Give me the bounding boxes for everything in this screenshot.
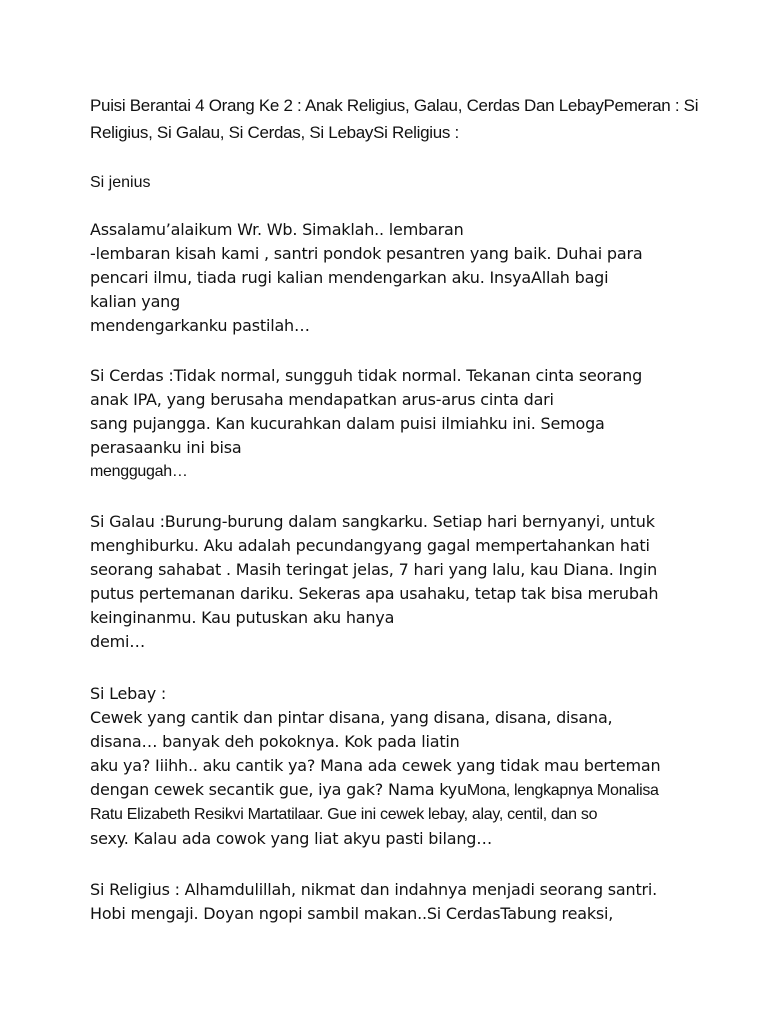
document-title: Puisi Berantai 4 Orang Ke 2 : Anak Religius, Galau, Cerdas Dan LebayPemeran : Si Religius, Si Galau, Si Cerdas, Si LebaySi Religius : (90, 96, 699, 142)
text-line: Si Lebay : (90, 684, 167, 703)
paragraph-intro (90, 218, 750, 338)
text-line: kalian yang (90, 292, 181, 311)
section-heading: Si jenius (90, 174, 151, 191)
text-line: menggugah… (90, 463, 188, 480)
document-page (90, 92, 750, 923)
text-line: Ratu Elizabeth Resikvi Martatilaar. Gue ini cewek lebay, alay, centil, dan so (90, 806, 598, 823)
text-line: sang pujangga. Kan kucurahkan dalam puisi ilmiahku ini. Semoga (90, 414, 605, 433)
text-line: putus pertemanan dariku. Sekeras apa usahaku, tetap tak bisa merubah (90, 584, 659, 603)
text-line: perasaanku ini bisa (90, 438, 242, 457)
text-line (90, 778, 750, 803)
text-line: anak IPA, yang berusaha mendapatkan arus-arus cinta dari (90, 390, 554, 409)
text-line: aku ya? Iiihh.. aku cantik ya? Mana ada cewek yang tidak mau berteman (90, 756, 661, 775)
text-line: Hobi mengaji. Doyan ngopi sambil makan..Si CerdasTabung reaksi, (90, 904, 614, 923)
text-line: pencari ilmu, tiada rugi kalian mendengarkan aku. InsyaAllah bagi (90, 268, 609, 287)
text-line: Cewek yang cantik dan pintar disana, yang disana, disana, disana, (90, 708, 613, 727)
text-line: keinginanmu. Kau putuskan aku hanya (90, 608, 395, 627)
paragraph-si-lebay (90, 682, 750, 851)
paragraph-si-religius (90, 878, 750, 926)
text-line: menghiburku. Aku adalah pecundangyang gagal mempertahankan hati (90, 536, 650, 555)
paragraph-si-galau (90, 510, 750, 654)
text-segment: dengan cewek secantik gue, iya gak? Nama kyu (90, 780, 467, 799)
paragraph-si-cerdas (90, 364, 750, 484)
text-line: mendengarkanku pastilah… (90, 316, 310, 335)
text-line: Si Cerdas :Tidak normal, sungguh tidak normal. Tekanan cinta seorang (90, 366, 643, 385)
text-line: demi… (90, 632, 146, 651)
text-segment-narrow: Mona, lengkapnya Monalisa (466, 782, 659, 799)
text-line: Si Religius : Alhamdulillah, nikmat dan indahnya menjadi seorang santri. (90, 880, 658, 899)
text-line: Assalamu’alaikum Wr. Wb. Simaklah.. lembaran (90, 220, 464, 239)
text-line: -lembaran kisah kami , santri pondok pesantren yang baik. Duhai para (90, 244, 643, 263)
text-line: seorang sahabat . Masih teringat jelas, 7 hari yang lalu, kau Diana. Ingin (90, 560, 658, 579)
text-line: sexy. Kalau ada cowok yang liat akyu pasti bilang… (90, 829, 493, 848)
text-line: Si Galau :Burung-burung dalam sangkarku. Setiap hari bernyanyi, untuk (90, 512, 655, 531)
text-line: disana… banyak deh pokoknya. Kok pada liatin (90, 732, 460, 751)
